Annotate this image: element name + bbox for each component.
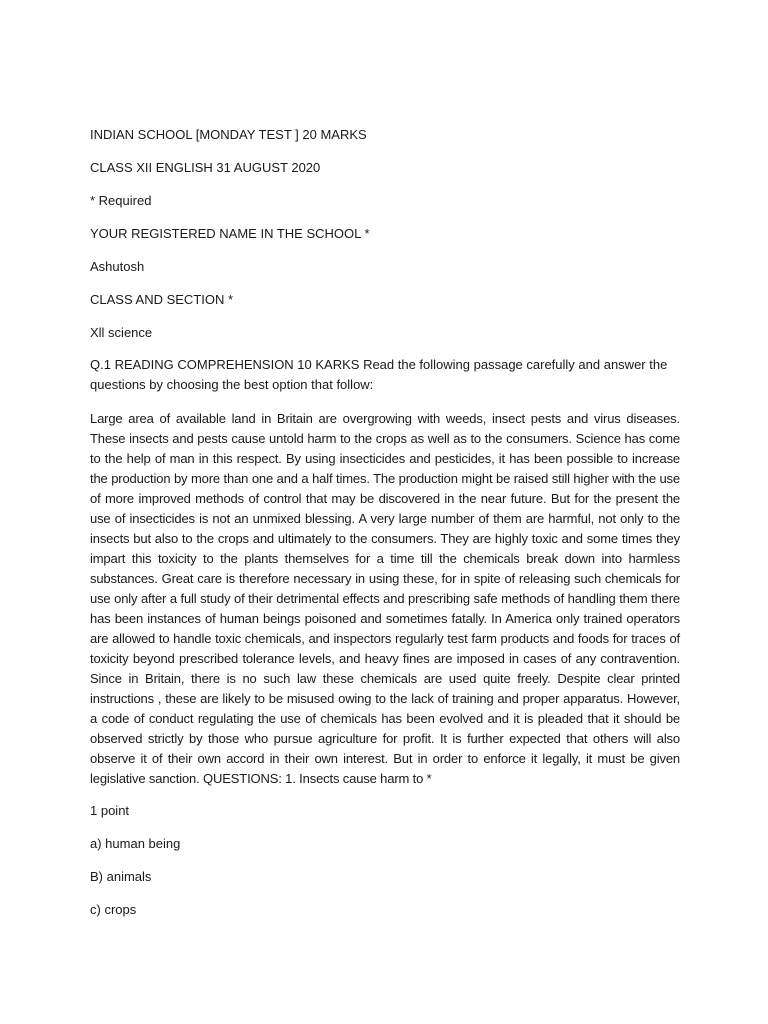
option-c[interactable]: c) crops <box>90 902 137 917</box>
points-label: 1 point <box>90 803 130 818</box>
option-b[interactable]: B) animals <box>90 869 152 884</box>
name-field-value: Ashutosh <box>90 259 145 274</box>
school-title-line: INDIAN SCHOOL [MONDAY TEST ] 20 MARKS <box>90 127 367 142</box>
class-section-value: Xll science <box>90 325 153 340</box>
required-note: * Required <box>90 193 152 208</box>
question-heading: Q.1 READING COMPREHENSION 10 KARKS Read the following passage carefully and answer the questions by choosing the best option that follow: <box>90 357 668 392</box>
option-a[interactable]: a) human being <box>90 836 181 851</box>
class-date-line: CLASS XII ENGLISH 31 AUGUST 2020 <box>90 160 321 175</box>
reading-passage: Large area of available land in Britain are overgrowing with weeds, insect pests and virus diseases. These insects and pests cause untold harm to the crops as well as to the consumers. Science has come to the help of man in this respect. By using insecticides and pesticides, it has been possible to increase the production by more than one and a half times. The production might be raised still higher with the use of more improved methods of control that may be discovered in the near future. But for the present the use of insecticides is not an unmixed blessing. A very large number of them are harmful, not only to the insects but also to the crops and ultimately to the consumers. They are highly toxic and some times they impart this toxicity to the plants themselves for a time till the chemicals break down into harmless substances. Great care is therefore necessary in using these, for in spite of releasing such chemicals for use only after a full study of their detrimental effects and prescribing safe methods of handling them there has been instances of human beings poisoned and sometimes fatally. In America only trained operators are allowed to handle toxic chemicals, and inspectors regularly test farm products and foods for traces of toxicity beyond prescribed tolerance levels, and heavy fines are imposed in cases of any contravention. Since in Britain, there is no such law these chemicals are used quite freely. Despite clear printed instructions , these are likely to be misused owing to the lack of training and proper apparatus. However, a code of conduct regulating the use of chemicals has been evolved and it is pleaded that it should be observed strictly by those who pursue agriculture for profit. It is further expected that others will also observe it of their own accord in their own interest. But in order to enforce it legally, it must be given legislative sanction. QUESTIONS: 1. Insects cause harm to * <box>90 411 680 786</box>
class-section-label: CLASS AND SECTION * <box>90 292 234 307</box>
name-field-label: YOUR REGISTERED NAME IN THE SCHOOL * <box>90 226 370 241</box>
